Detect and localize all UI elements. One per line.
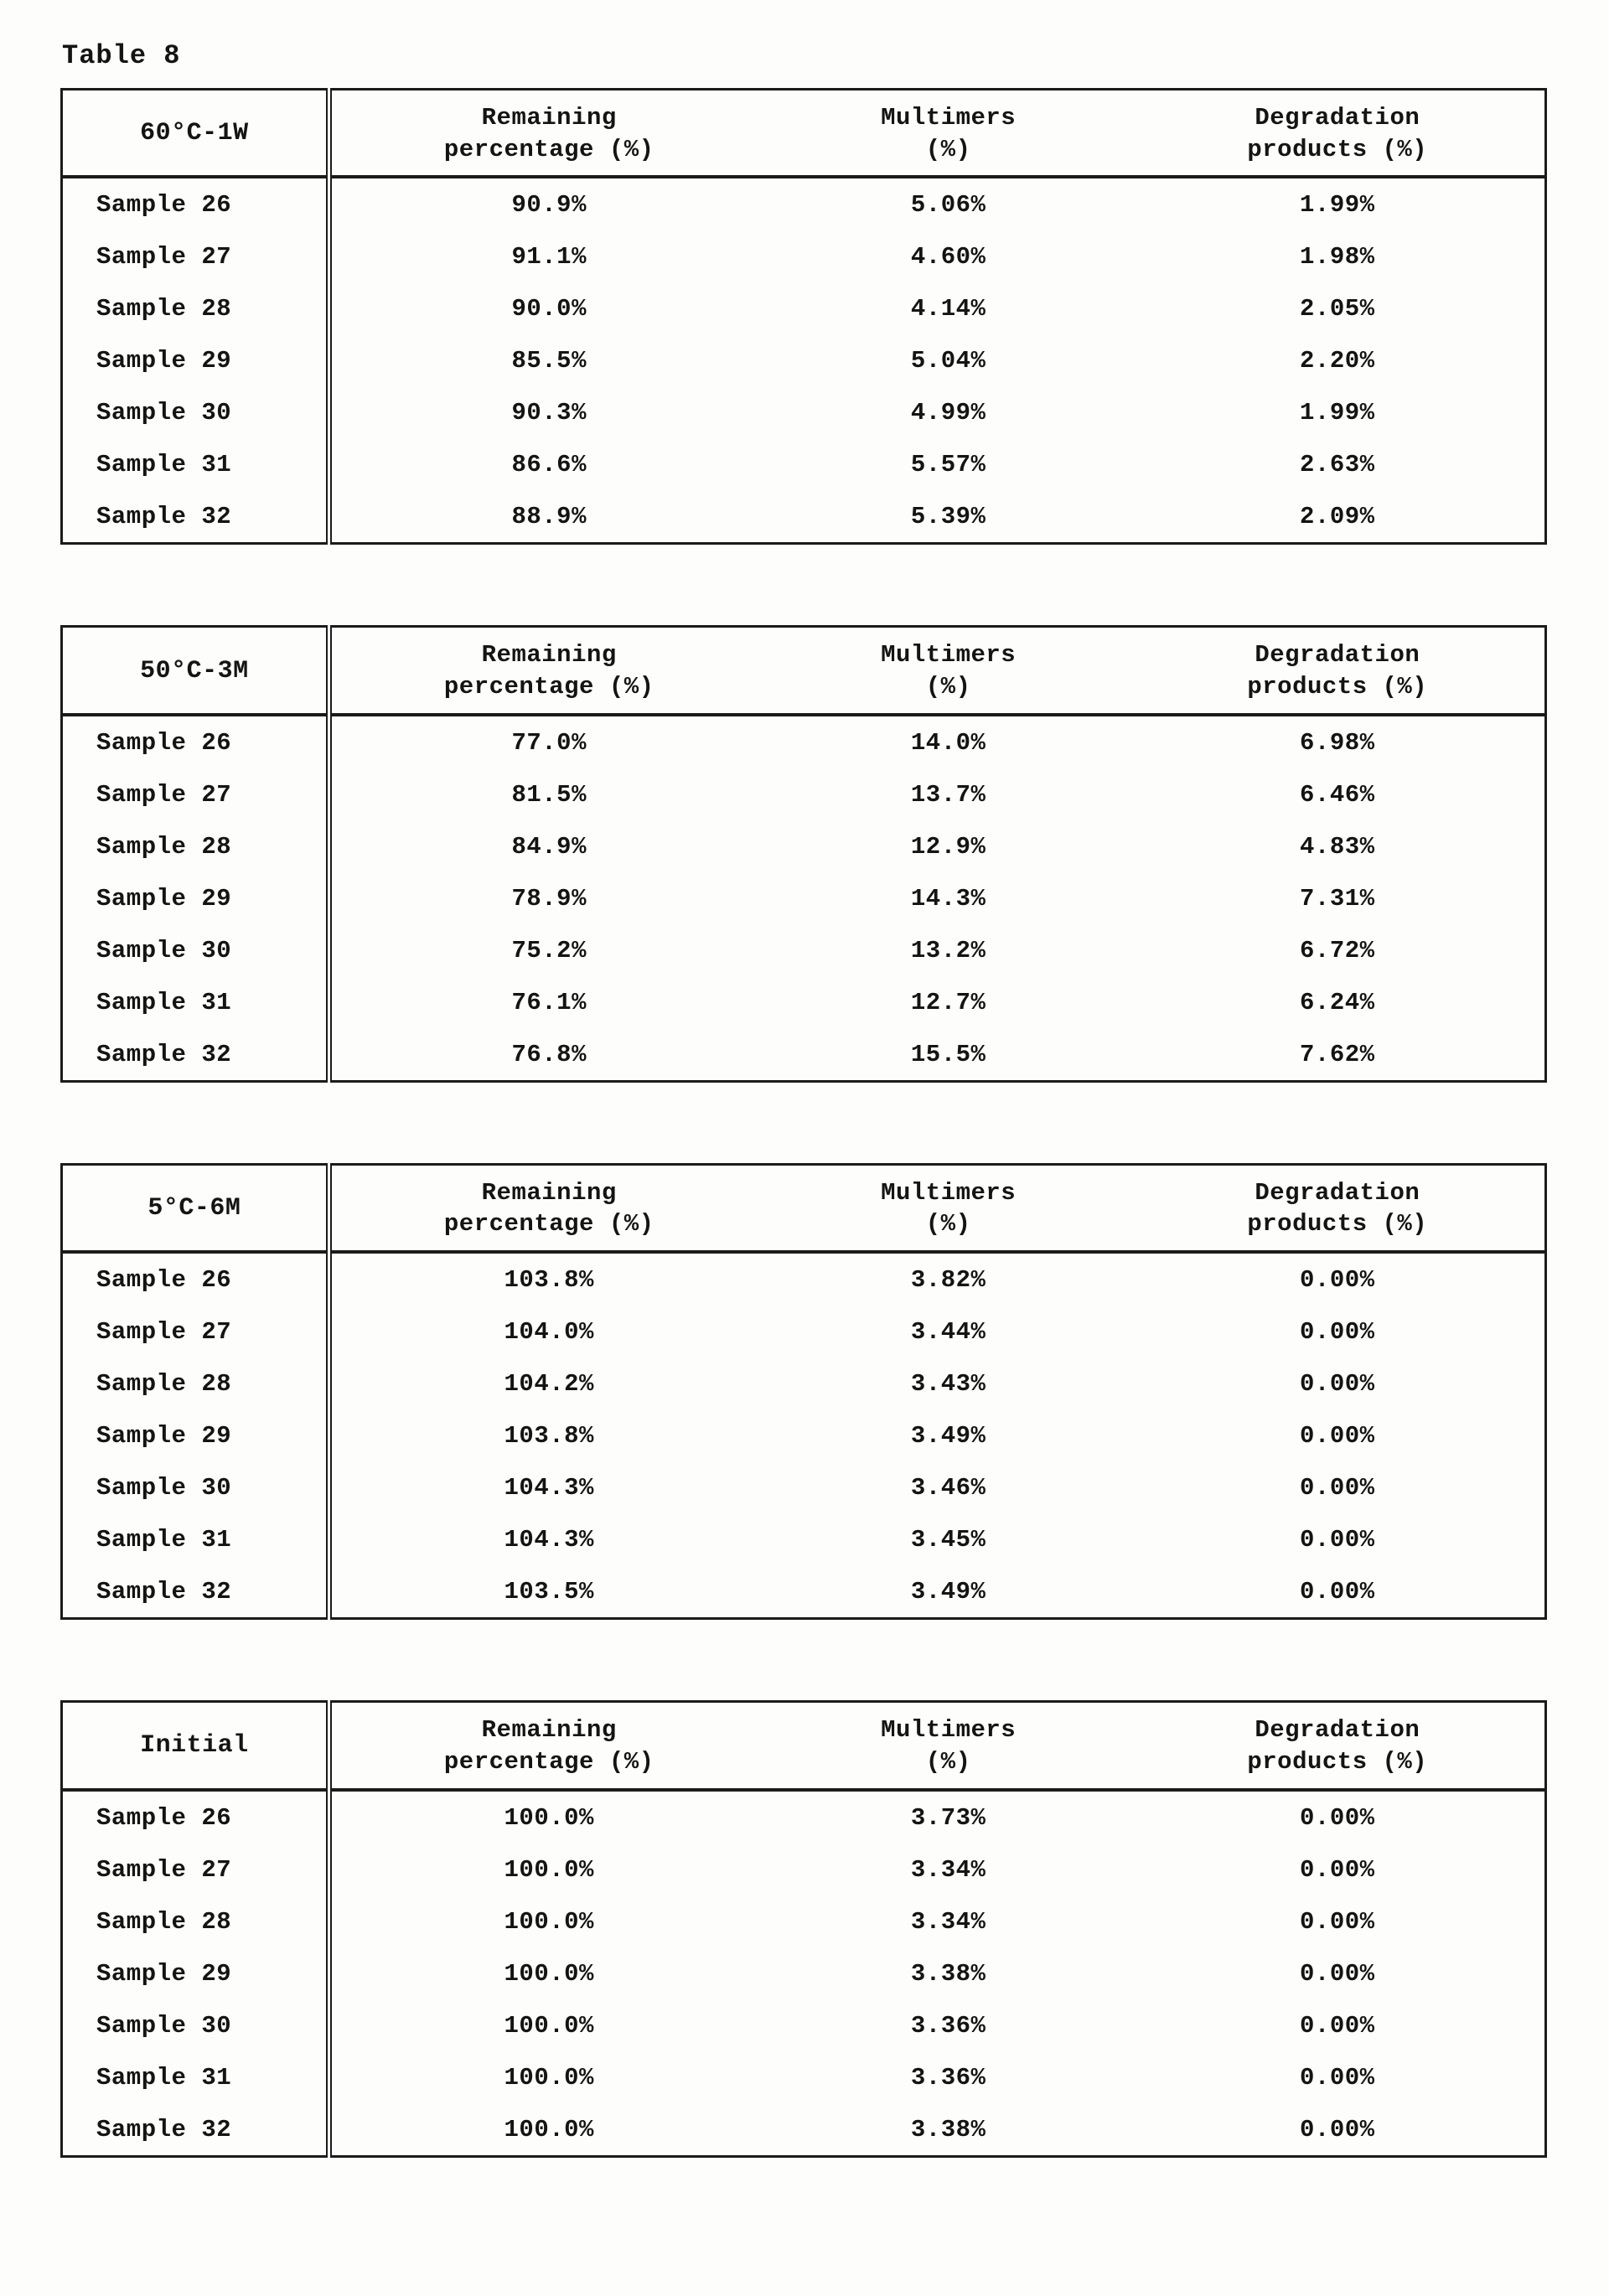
degradation-value: 1.98% — [1300, 243, 1375, 271]
table-row — [62, 1895, 1546, 1947]
degradation-value: 0.00% — [1300, 1526, 1375, 1554]
multimers-value: 4.14% — [910, 295, 986, 323]
degradation-value: 0.00% — [1300, 1370, 1375, 1399]
stability-table-50c-3m — [60, 625, 1547, 1082]
table-row — [62, 1790, 1546, 1844]
sample-label: Sample 30 — [62, 386, 329, 438]
condition-label: 50°C-3M — [62, 627, 329, 715]
remaining-value: 88.9% — [511, 503, 587, 531]
multimers-value: 3.44% — [910, 1318, 986, 1347]
degradation-value: 7.62% — [1300, 1040, 1375, 1068]
sample-label: Sample 32 — [62, 2103, 329, 2157]
remaining-value: 103.8% — [504, 1422, 594, 1451]
condition-label: 5°C-6M — [62, 1164, 329, 1252]
column-header-multimers: Multimers (%) — [767, 1164, 1130, 1252]
table-row — [62, 1565, 1546, 1619]
table-row — [62, 1999, 1546, 2051]
multimers-value: 13.7% — [910, 780, 986, 809]
degradation-value: 7.31% — [1300, 884, 1375, 913]
degradation-value: 0.00% — [1300, 1318, 1375, 1347]
column-header-degradation: Degradation products (%) — [1130, 1164, 1546, 1252]
sample-label: Sample 27 — [62, 768, 329, 820]
multimers-value: 15.5% — [910, 1040, 986, 1068]
sample-label: Sample 26 — [62, 1790, 329, 1844]
column-header-degradation: Degradation products (%) — [1130, 90, 1546, 178]
multimers-value: 3.38% — [910, 1959, 986, 1988]
multimers-value: 5.04% — [910, 347, 986, 375]
degradation-value: 0.00% — [1300, 1474, 1375, 1502]
degradation-value: 6.98% — [1300, 728, 1375, 757]
degradation-value: 0.00% — [1300, 1959, 1375, 1988]
multimers-value: 14.0% — [910, 728, 986, 757]
multimers-value: 4.99% — [910, 399, 986, 427]
remaining-value: 76.1% — [511, 988, 587, 1016]
degradation-value: 6.72% — [1300, 936, 1375, 964]
multimers-value: 5.39% — [910, 503, 986, 531]
degradation-value: 0.00% — [1300, 1907, 1375, 1936]
sample-label: Sample 28 — [62, 1895, 329, 1947]
header-row — [62, 627, 1546, 715]
remaining-value: 85.5% — [511, 347, 587, 375]
column-header-degradation: Degradation products (%) — [1130, 627, 1546, 715]
sample-label: Sample 29 — [62, 334, 329, 386]
multimers-value: 3.38% — [910, 2115, 986, 2143]
table-row — [62, 1513, 1546, 1565]
remaining-value: 81.5% — [511, 780, 587, 809]
remaining-value: 104.0% — [504, 1318, 594, 1347]
remaining-value: 84.9% — [511, 832, 587, 861]
sample-label: Sample 30 — [62, 924, 329, 976]
table-row — [62, 1461, 1546, 1513]
remaining-value: 77.0% — [511, 728, 587, 757]
multimers-value: 5.06% — [910, 191, 986, 220]
table-row — [62, 715, 1546, 768]
sample-label: Sample 27 — [62, 1844, 329, 1895]
table-row — [62, 490, 1546, 544]
sample-label: Sample 31 — [62, 2051, 329, 2103]
remaining-value: 103.5% — [504, 1578, 594, 1606]
sample-label: Sample 26 — [62, 715, 329, 768]
multimers-value: 5.57% — [910, 451, 986, 479]
table-row — [62, 768, 1546, 820]
remaining-value: 90.3% — [511, 399, 587, 427]
multimers-value: 3.43% — [910, 1370, 986, 1399]
stability-table-5c-6m — [60, 1163, 1547, 1620]
column-header-remaining: Remaining percentage (%) — [329, 90, 766, 178]
remaining-value: 91.1% — [511, 243, 587, 271]
degradation-value: 0.00% — [1300, 1422, 1375, 1451]
multimers-value: 3.36% — [910, 2011, 986, 2040]
page-title: Table 8 — [62, 40, 181, 71]
multimers-value: 3.73% — [910, 1803, 986, 1832]
table-row — [62, 230, 1546, 282]
multimers-value: 3.49% — [910, 1578, 986, 1606]
header-row — [62, 1702, 1546, 1790]
table-row — [62, 924, 1546, 976]
table-row — [62, 1357, 1546, 1409]
header-row — [62, 1164, 1546, 1252]
sample-label: Sample 31 — [62, 438, 329, 490]
column-header-degradation: Degradation products (%) — [1130, 1702, 1546, 1790]
sample-label: Sample 27 — [62, 1306, 329, 1357]
column-header-multimers: Multimers (%) — [767, 1702, 1130, 1790]
degradation-value: 1.99% — [1300, 191, 1375, 220]
remaining-value: 78.9% — [511, 884, 587, 913]
sample-label: Sample 29 — [62, 1409, 329, 1461]
sample-label: Sample 27 — [62, 230, 329, 282]
remaining-value: 104.3% — [504, 1526, 594, 1554]
degradation-value: 0.00% — [1300, 2011, 1375, 2040]
remaining-value: 103.8% — [504, 1266, 594, 1295]
remaining-value: 104.2% — [504, 1370, 594, 1399]
degradation-value: 0.00% — [1300, 1855, 1375, 1884]
multimers-value: 3.82% — [910, 1266, 986, 1295]
table-row — [62, 334, 1546, 386]
column-header-remaining: Remaining percentage (%) — [329, 627, 766, 715]
condition-label: 60°C-1W — [62, 90, 329, 178]
degradation-value: 0.00% — [1300, 1803, 1375, 1832]
multimers-value: 12.9% — [910, 832, 986, 861]
remaining-value: 100.0% — [504, 1855, 594, 1884]
sample-label: Sample 30 — [62, 1999, 329, 2051]
remaining-value: 75.2% — [511, 936, 587, 964]
remaining-value: 90.0% — [511, 295, 587, 323]
multimers-value: 3.34% — [910, 1907, 986, 1936]
table-row — [62, 820, 1546, 872]
table-row — [62, 282, 1546, 334]
degradation-value: 0.00% — [1300, 1266, 1375, 1295]
remaining-value: 100.0% — [504, 2063, 594, 2092]
table-row — [62, 386, 1546, 438]
sample-label: Sample 28 — [62, 820, 329, 872]
degradation-value: 2.09% — [1300, 503, 1375, 531]
sample-label: Sample 29 — [62, 1947, 329, 1999]
sample-label: Sample 32 — [62, 490, 329, 544]
degradation-value: 6.46% — [1300, 780, 1375, 809]
table-row — [62, 976, 1546, 1028]
sample-label: Sample 28 — [62, 282, 329, 334]
remaining-value: 90.9% — [511, 191, 587, 220]
column-header-remaining: Remaining percentage (%) — [329, 1164, 766, 1252]
table-row — [62, 1252, 1546, 1306]
remaining-value: 86.6% — [511, 451, 587, 479]
multimers-value: 3.46% — [910, 1474, 986, 1502]
multimers-value: 3.49% — [910, 1422, 986, 1451]
multimers-value: 4.60% — [910, 243, 986, 271]
remaining-value: 100.0% — [504, 1803, 594, 1832]
multimers-value: 12.7% — [910, 988, 986, 1016]
table-row — [62, 1028, 1546, 1082]
table-row — [62, 177, 1546, 230]
remaining-value: 104.3% — [504, 1474, 594, 1502]
remaining-value: 76.8% — [511, 1040, 587, 1068]
column-header-remaining: Remaining percentage (%) — [329, 1702, 766, 1790]
sample-label: Sample 30 — [62, 1461, 329, 1513]
sample-label: Sample 31 — [62, 1513, 329, 1565]
multimers-value: 3.34% — [910, 1855, 986, 1884]
remaining-value: 100.0% — [504, 2011, 594, 2040]
table-row — [62, 2051, 1546, 2103]
sample-label: Sample 32 — [62, 1565, 329, 1619]
column-header-multimers: Multimers (%) — [767, 90, 1130, 178]
degradation-value: 2.05% — [1300, 295, 1375, 323]
remaining-value: 100.0% — [504, 1907, 594, 1936]
column-header-multimers: Multimers (%) — [767, 627, 1130, 715]
sample-label: Sample 26 — [62, 1252, 329, 1306]
degradation-value: 6.24% — [1300, 988, 1375, 1016]
table-row — [62, 2103, 1546, 2157]
sample-label: Sample 26 — [62, 177, 329, 230]
sample-label: Sample 32 — [62, 1028, 329, 1082]
degradation-value: 2.20% — [1300, 347, 1375, 375]
multimers-value: 13.2% — [910, 936, 986, 964]
remaining-value: 100.0% — [504, 1959, 594, 1988]
degradation-value: 0.00% — [1300, 2063, 1375, 2092]
table-row — [62, 1409, 1546, 1461]
sample-label: Sample 31 — [62, 976, 329, 1028]
stability-table-initial — [60, 1700, 1547, 2157]
remaining-value: 100.0% — [504, 2115, 594, 2143]
condition-label: Initial — [62, 1702, 329, 1790]
table-row — [62, 1844, 1546, 1895]
table-row — [62, 438, 1546, 490]
table-row — [62, 872, 1546, 924]
table-row — [62, 1947, 1546, 1999]
sample-label: Sample 29 — [62, 872, 329, 924]
degradation-value: 1.99% — [1300, 399, 1375, 427]
degradation-value: 0.00% — [1300, 1578, 1375, 1606]
degradation-value: 0.00% — [1300, 2115, 1375, 2143]
multimers-value: 3.36% — [910, 2063, 986, 2092]
multimers-value: 3.45% — [910, 1526, 986, 1554]
multimers-value: 14.3% — [910, 884, 986, 913]
stability-table-60c-1w — [60, 88, 1547, 545]
degradation-value: 2.63% — [1300, 451, 1375, 479]
header-row — [62, 90, 1546, 178]
degradation-value: 4.83% — [1300, 832, 1375, 861]
table-row — [62, 1306, 1546, 1357]
sample-label: Sample 28 — [62, 1357, 329, 1409]
